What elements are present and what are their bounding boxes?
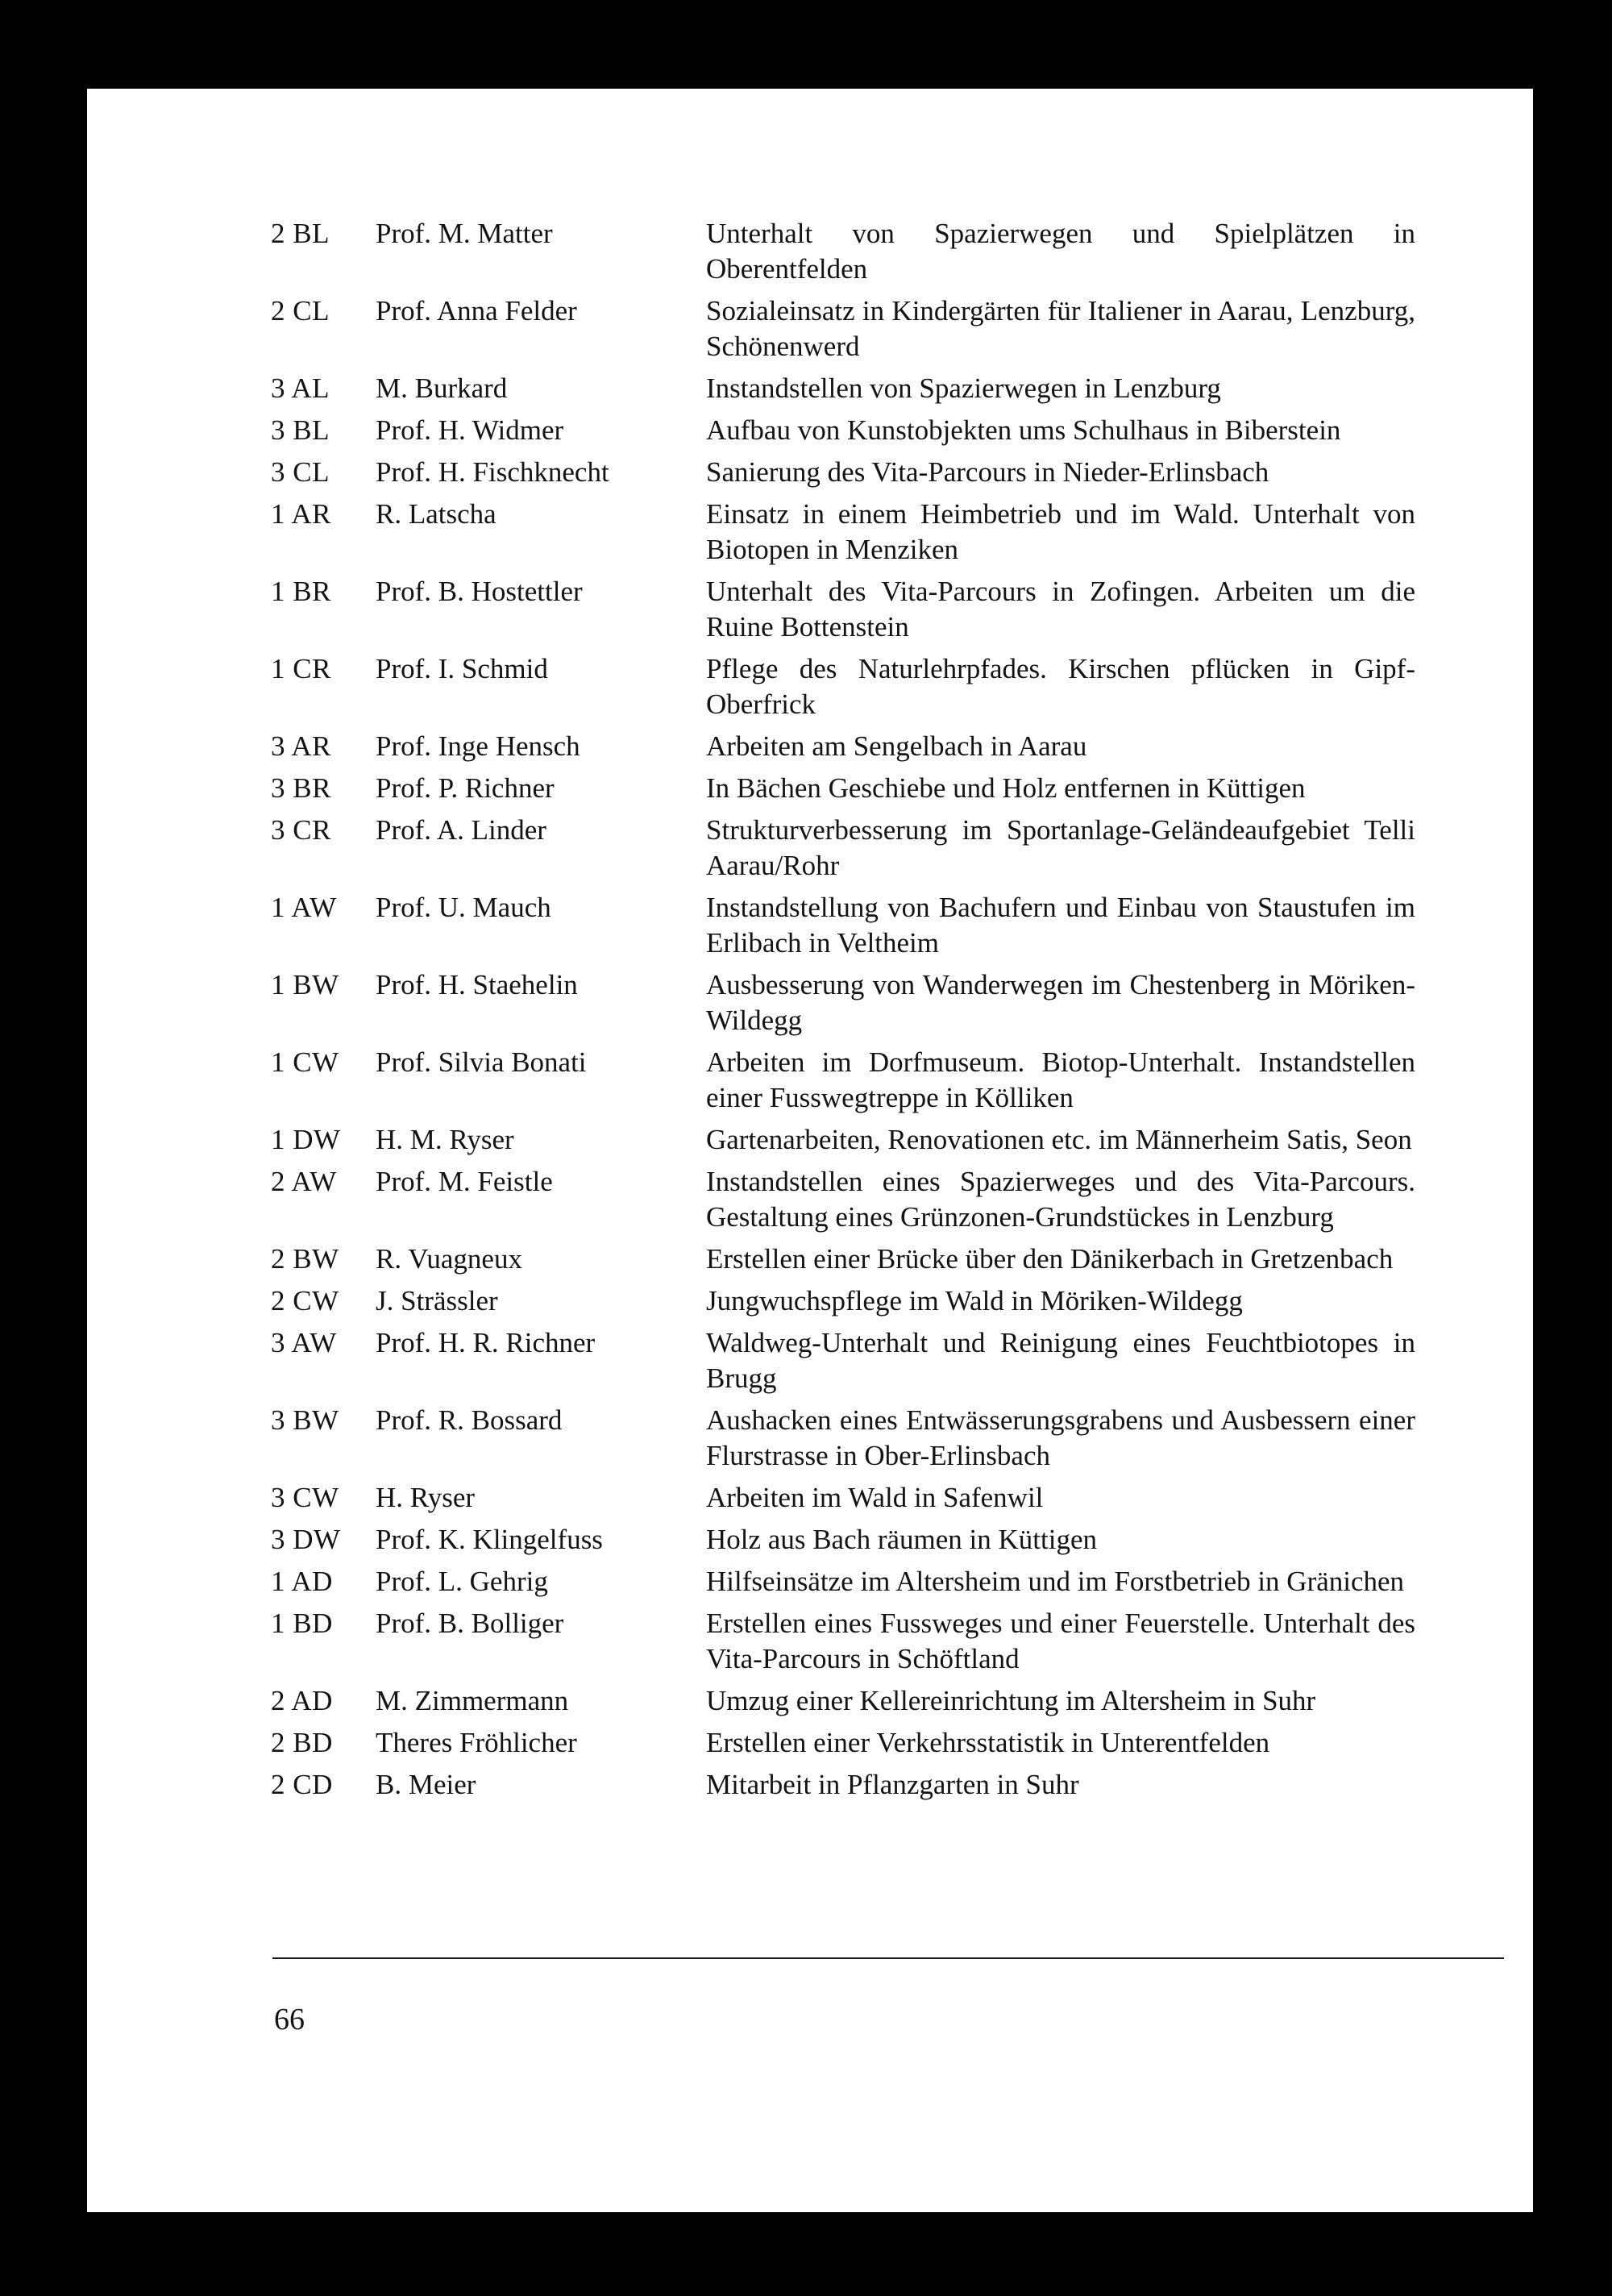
- class-code: 2 AD: [271, 1685, 333, 1716]
- project-description: Sozialeinsatz in Kindergärten für Italiener in Aarau, Lenzburg, Schönenwerd: [706, 295, 1415, 362]
- project-description: Jungwuchspflege im Wald in Möriken-Wildegg: [706, 1285, 1243, 1316]
- list-item: [271, 651, 1504, 722]
- project-description: Einsatz in einem Heimbetrieb und im Wald. Unterhalt von Biotopen in Menziken: [706, 498, 1415, 565]
- list-item: [271, 1283, 1504, 1319]
- teacher-name: Prof. U. Mauch: [376, 892, 551, 923]
- teacher-name: Prof. H. R. Richner: [376, 1327, 596, 1358]
- project-description: Unterhalt von Spazierwegen und Spielplätzen in Oberentfelden: [706, 218, 1415, 285]
- class-code: 1 BR: [271, 576, 331, 607]
- teacher-name: Prof. M. Matter: [376, 218, 553, 249]
- class-code: 3 CR: [271, 814, 331, 846]
- list-item: [271, 293, 1504, 364]
- project-list: [271, 216, 1504, 1809]
- class-code: 2 CW: [271, 1285, 339, 1316]
- class-code: 3 BW: [271, 1404, 339, 1436]
- list-item: [271, 1683, 1504, 1719]
- teacher-name: Prof. B. Bolliger: [376, 1608, 564, 1639]
- teacher-name: Prof. Silvia Bonati: [376, 1046, 587, 1078]
- class-code: 3 BR: [271, 772, 331, 804]
- class-code: 1 CR: [271, 653, 331, 684]
- list-item: [271, 371, 1504, 406]
- list-item: [271, 1480, 1504, 1516]
- class-code: 3 BL: [271, 414, 330, 446]
- project-description: Pflege des Naturlehrpfades. Kirschen pflücken in Gipf-Oberfrick: [706, 653, 1415, 720]
- teacher-name: J. Strässler: [376, 1285, 498, 1316]
- project-description: In Bächen Geschiebe und Holz entfernen in Küttigen: [706, 772, 1306, 804]
- teacher-name: Prof. B. Hostettler: [376, 576, 583, 607]
- list-item: [271, 729, 1504, 764]
- class-code: 2 AW: [271, 1166, 337, 1197]
- project-description: Instandstellen eines Spazierweges und des Vita-Parcours. Gestaltung eines Grünzonen-Grundstückes in Lenzburg: [706, 1166, 1415, 1233]
- teacher-name: Prof. H. Widmer: [376, 414, 564, 446]
- document-page: [87, 89, 1533, 2212]
- list-item: [271, 497, 1504, 568]
- list-item: [271, 455, 1504, 490]
- project-description: Mitarbeit in Pflanzgarten in Suhr: [706, 1769, 1079, 1800]
- class-code: 2 CD: [271, 1769, 333, 1800]
- list-item: [271, 1164, 1504, 1235]
- class-code: 3 AR: [271, 730, 331, 762]
- list-item: [271, 574, 1504, 645]
- class-code: 2 BW: [271, 1243, 339, 1275]
- project-description: Erstellen einer Brücke über den Dänikerbach in Gretzenbach: [706, 1243, 1394, 1275]
- teacher-name: Prof. Anna Felder: [376, 295, 577, 327]
- teacher-name: Prof. K. Klingelfuss: [376, 1524, 603, 1555]
- teacher-name: Prof. I. Schmid: [376, 653, 548, 684]
- list-item: [271, 1325, 1504, 1396]
- teacher-name: B. Meier: [376, 1769, 476, 1800]
- project-description: Arbeiten im Wald in Safenwil: [706, 1482, 1044, 1513]
- list-item: [271, 1725, 1504, 1761]
- list-item: [271, 813, 1504, 884]
- list-item: [271, 1606, 1504, 1677]
- list-item: [271, 1242, 1504, 1277]
- teacher-name: M. Burkard: [376, 372, 508, 404]
- footer-divider: [272, 1957, 1504, 1959]
- class-code: 2 CL: [271, 295, 330, 327]
- teacher-name: Prof. Inge Hensch: [376, 730, 580, 762]
- project-description: Waldweg-Unterhalt und Reinigung eines Feuchtbiotopes in Brugg: [706, 1327, 1415, 1394]
- project-description: Umzug einer Kellereinrichtung im Altersheim in Suhr: [706, 1685, 1316, 1716]
- teacher-name: R. Vuagneux: [376, 1243, 522, 1275]
- teacher-name: Prof. H. Fischknecht: [376, 456, 609, 488]
- list-item: [271, 890, 1504, 961]
- project-description: Holz aus Bach räumen in Küttigen: [706, 1524, 1098, 1555]
- teacher-name: Prof. A. Linder: [376, 814, 546, 846]
- list-item: [271, 1122, 1504, 1158]
- project-description: Ausbesserung von Wanderwegen im Chestenberg in Möriken-Wildegg: [706, 969, 1415, 1036]
- project-description: Erstellen einer Verkehrsstatistik in Unterentfelden: [706, 1727, 1270, 1758]
- teacher-name: Prof. H. Staehelin: [376, 969, 578, 1000]
- project-description: Sanierung des Vita-Parcours in Nieder-Erlinsbach: [706, 456, 1269, 488]
- teacher-name: M. Zimmermann: [376, 1685, 569, 1716]
- list-item: [271, 1564, 1504, 1599]
- class-code: 1 CW: [271, 1046, 339, 1078]
- list-item: [271, 771, 1504, 806]
- class-code: 3 CL: [271, 456, 330, 488]
- page-number: 66: [274, 2003, 305, 2036]
- class-code: 1 AW: [271, 892, 337, 923]
- teacher-name: Prof. L. Gehrig: [376, 1566, 548, 1597]
- class-code: 1 BD: [271, 1608, 333, 1639]
- teacher-name: R. Latscha: [376, 498, 496, 530]
- teacher-name: Theres Fröhlicher: [376, 1727, 577, 1758]
- class-code: 1 AR: [271, 498, 331, 530]
- list-item: [271, 216, 1504, 287]
- teacher-name: H. M. Ryser: [376, 1124, 514, 1155]
- project-description: Arbeiten im Dorfmuseum. Biotop-Unterhalt. Instandstellen einer Fusswegtreppe in Kölliken: [706, 1046, 1415, 1113]
- list-item: [271, 413, 1504, 448]
- project-description: Aufbau von Kunstobjekten ums Schulhaus in Biberstein: [706, 414, 1341, 446]
- list-item: [271, 1767, 1504, 1803]
- class-code: 1 AD: [271, 1566, 333, 1597]
- class-code: 1 BW: [271, 969, 339, 1000]
- project-description: Arbeiten am Sengelbach in Aarau: [706, 730, 1087, 762]
- teacher-name: H. Ryser: [376, 1482, 476, 1513]
- project-description: Strukturverbesserung im Sportanlage-Geländeaufgebiet Telli Aarau/Rohr: [706, 814, 1415, 881]
- project-description: Unterhalt des Vita-Parcours in Zofingen. Arbeiten um die Ruine Bottenstein: [706, 576, 1415, 643]
- list-item: [271, 1045, 1504, 1116]
- teacher-name: Prof. P. Richner: [376, 772, 555, 804]
- project-description: Gartenarbeiten, Renovationen etc. im Männerheim Satis, Seon: [706, 1124, 1412, 1155]
- list-item: [271, 967, 1504, 1038]
- teacher-name: Prof. M. Feistle: [376, 1166, 553, 1197]
- teacher-name: Prof. R. Bossard: [376, 1404, 563, 1436]
- class-code: 1 DW: [271, 1124, 341, 1155]
- list-item: [271, 1522, 1504, 1558]
- class-code: 3 AL: [271, 372, 330, 404]
- class-code: 2 BL: [271, 218, 330, 249]
- project-description: Hilfseinsätze im Altersheim und im Forstbetrieb in Gränichen: [706, 1566, 1405, 1597]
- class-code: 3 DW: [271, 1524, 341, 1555]
- class-code: 3 CW: [271, 1482, 339, 1513]
- project-description: Instandstellen von Spazierwegen in Lenzburg: [706, 372, 1221, 404]
- class-code: 2 BD: [271, 1727, 333, 1758]
- class-code: 3 AW: [271, 1327, 337, 1358]
- project-description: Instandstellung von Bachufern und Einbau von Staustufen im Erlibach in Veltheim: [706, 892, 1415, 959]
- project-description: Aushacken eines Entwässerungsgrabens und Ausbessern einer Flurstrasse in Ober-Erlinsbach: [706, 1404, 1415, 1471]
- project-description: Erstellen eines Fussweges und einer Feuerstelle. Unterhalt des Vita-Parcours in Schöftland: [706, 1608, 1415, 1674]
- list-item: [271, 1403, 1504, 1474]
